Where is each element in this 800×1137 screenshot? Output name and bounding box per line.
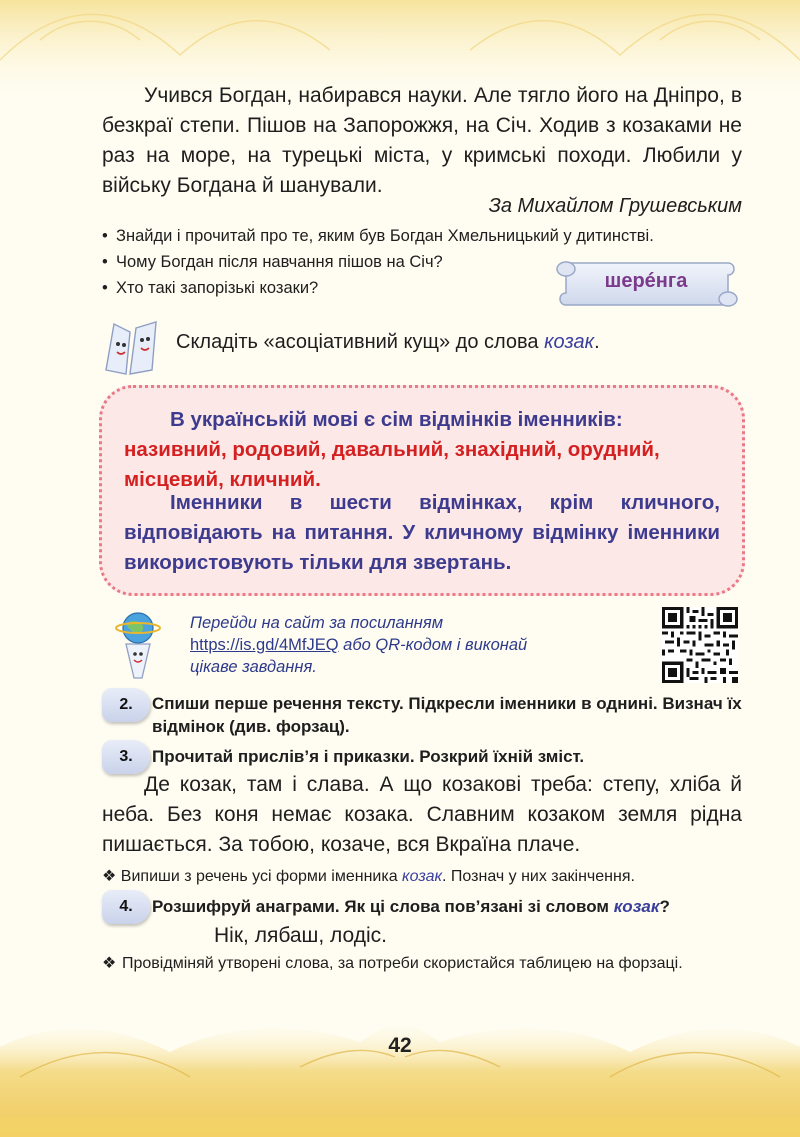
proverbs-paragraph: Де козак, там і слава. А що козакові треба: степу, хліба й неба. Без коня немає козака. Славним козаком земля рідна пишається. За тобою, козаче, вся Вкраїна плаче. — [102, 773, 742, 856]
task-4-text: Розшифруй анаграми. Як ці слова пов’язані зі словом козак? — [152, 897, 670, 916]
task-number-badge: 3. — [102, 740, 150, 774]
scroll-word: шерéнга — [604, 270, 688, 292]
story-author: За Михайлом Грушевським — [488, 195, 742, 217]
anagram-words: Нік, лябаш, лодіс. — [214, 924, 388, 947]
diamond-bullet-icon: ❖ — [102, 955, 117, 972]
diamond-bullet-icon: ❖ — [102, 868, 117, 885]
task-2-text: Спиши перше речення тексту. Підкресли іменники в однині. Визнач їх відмінок (див. форзац). — [152, 694, 742, 736]
online-task: Перейди на сайт за посиланням https://is.gd/4MfJEQ або QR-кодом і виконай цікаве завдання. — [190, 614, 528, 676]
sub-task-declension: ❖ Провідміняй утворені слова, за потреби скористайся таблицею на форзаці. — [102, 953, 742, 975]
globe-mascot-icon — [114, 610, 162, 682]
task-number-badge: 2. — [102, 688, 150, 722]
people-talking-icon — [100, 318, 170, 380]
question-item: • Знайди і прочитай про те, яким був Богдан Хмельницький у дитинстві. — [102, 227, 654, 245]
question-item: • Хто такі запорізькі козаки? — [102, 279, 319, 297]
task-link[interactable]: https://is.gd/4MfJEQ — [190, 636, 339, 654]
rule-text-explanation: Іменники в шести відмінках, крім кличного, відповідають на питання. У кличному відмінку іменники використовують тільки для звертань. — [124, 491, 720, 574]
page-number: 42 — [388, 1034, 412, 1057]
task-3-text: Прочитай прислів’я і приказки. Розкрий їхній зміст. — [152, 747, 585, 766]
sub-task-forms: ❖ Випиши з речень усі форми іменника козак. Познач у них закінчення. — [102, 868, 635, 885]
cluster-task: Складіть «асоціативний кущ» до слова козак. — [176, 331, 600, 353]
rule-case-list: називний, родовий, давальний, знахідний, орудний, місцевий, кличний. — [124, 438, 660, 491]
story-paragraph: Учився Богдан, набирався науки. Але тягло його на Дніпро, в безкраї степи. Пішов на Запорожжя, на Січ. Ходив з козаками не раз на море, на турецькі міста, у кримські походи. Любили у війську Богдана й шанували. — [102, 84, 742, 197]
task-number-badge: 4. — [102, 890, 150, 924]
question-item: • Чому Богдан після навчання пішов на Січ? — [102, 253, 443, 271]
vocabulary-scroll — [552, 255, 740, 313]
rule-text-intro: В українській мові є сім відмінків іменників: — [170, 408, 623, 431]
qr-code[interactable] — [662, 607, 738, 683]
